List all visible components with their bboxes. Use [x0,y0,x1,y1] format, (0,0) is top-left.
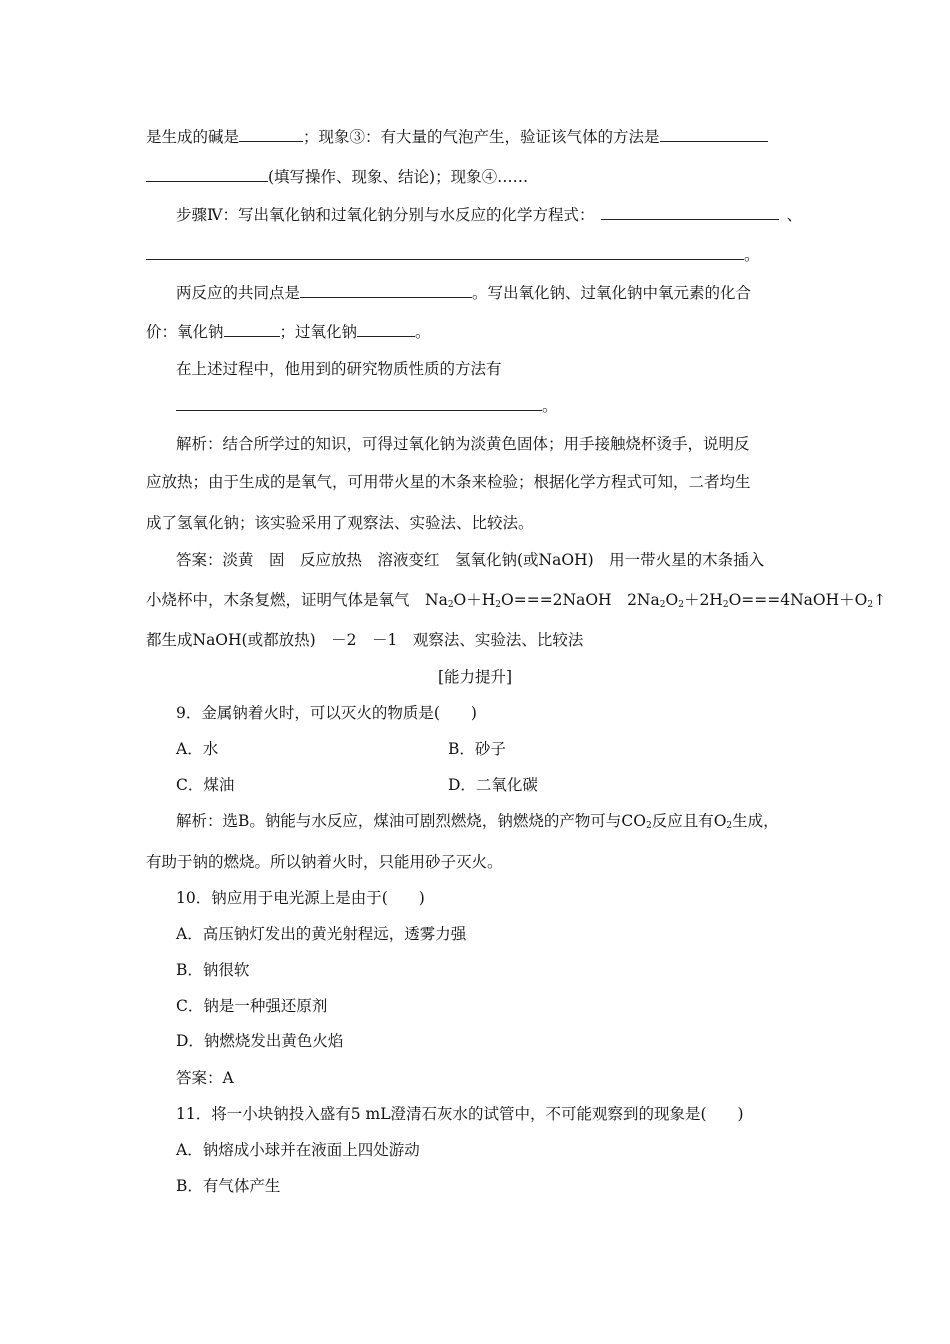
subscript: 2 [726,821,733,831]
text-line [176,359,502,379]
text: O===4NaOH＋O [728,591,868,609]
option-a [176,1140,420,1160]
text-line [176,550,764,570]
answer-blank [300,283,472,298]
text: A．高压钠灯发出的黄光射程远，透雾力强 [176,925,467,943]
answer-blank [239,127,303,142]
text-line [146,245,760,265]
option-d: D．二氧化碳 [448,776,538,794]
option-d [176,1031,343,1051]
text: D．钠燃烧发出黄色火焰 [176,1032,344,1050]
subscript: 2 [495,600,502,610]
option-row [176,739,776,759]
text: ；过氧化钠 [279,323,358,341]
text-line [176,205,802,225]
text: 在上述过程中，他用到的研究物质性质的方法有 [176,360,502,378]
text-line [146,472,751,492]
text: (填写操作、现象、结论)；现象④…… [268,168,529,186]
text-line [146,513,534,533]
text: 10．钠应用于电光源上是由于( ) [176,889,425,907]
text: ；现象③：有大量的气泡产生，验证该气体的方法是 [303,128,660,146]
option-a: A．水 [176,740,219,758]
text: C．钠是一种强还原剂 [176,997,328,1015]
text-line [146,167,528,187]
section-heading [0,667,950,687]
option-row [176,775,776,795]
text: B．钠很软 [176,961,250,979]
text-line [176,434,750,454]
subscript: 2 [645,821,652,831]
answer-blank [601,205,779,220]
text: ＋2H [683,591,723,609]
text: 11．将一小块钠投入盛有5 mL澄清石灰水的试管中，不可能观察到的现象是( ) [176,1105,744,1123]
text-line [146,127,768,147]
answer-blank [660,127,768,142]
text: 反应且有O [651,812,727,830]
question-stem [176,1104,744,1124]
text: 。 [744,246,760,264]
option-b [176,960,249,980]
text: 答案：淡黄 固 反应放热 溶液变红 氢氧化钠(或NaOH) 用一带火星的木条插入 [176,551,765,569]
text: 小烧杯中，木条复燃，证明气体是氧气 Na [146,591,448,609]
text: O===2NaOH 2Na [501,591,660,609]
answer-blank [146,167,268,182]
text: O＋H [453,591,496,609]
text-line [176,811,779,831]
text: 成了氢氧化钠；该实验采用了观察法、实验法、比较法。 [146,514,534,532]
text: 是生成的碱是 [146,128,240,146]
answer-blank [176,396,542,411]
answer-blank [357,322,415,337]
text: [能力提升] [437,668,513,686]
text-line [176,283,751,303]
text: 两反应的共同点是 [176,284,301,302]
text: 。 [542,397,558,415]
option-b: B．砂子 [448,740,506,758]
answer-blank [146,245,744,260]
text-line [146,852,503,872]
text: 9．金属钠着火时，可以灭火的物质是( ) [176,704,477,722]
question-stem [176,703,477,723]
text: 答案：A [176,1069,234,1087]
text-line [146,322,431,342]
text: O [665,591,679,609]
question-stem [176,888,425,908]
subscript: 2 [447,600,454,610]
text: 解析：选B。钠能与水反应，煤油可剧烈燃烧，钠燃烧的产物可与CO [176,812,646,830]
answer-blank [224,322,280,337]
answer-line [176,1068,234,1088]
text: ↑ [873,591,887,609]
subscript: 2 [678,600,684,610]
option-c [176,996,327,1016]
option-b [176,1176,280,1196]
text: 解析：结合所学过的知识，可得过氧化钠为淡黄色固体；用手接触烧杯烫手，说明反 [176,435,750,453]
text-line [176,396,558,416]
text: 有助于钠的燃烧。所以钠着火时，只能用砂子灭火。 [146,853,503,871]
subscript: 2 [722,600,729,610]
text: 应放热；由于生成的是氧气，可用带火星的木条来检验；根据化学方程式可知，二者均生 [146,473,751,491]
text: 步骤Ⅳ：写出氧化钠和过氧化钠分别与水反应的化学方程式： [176,206,595,224]
option-c: C．煤油 [176,776,235,794]
text: B．有气体产生 [176,1177,281,1195]
text: 价：氧化钠 [146,323,224,341]
text: 生成， [732,812,779,830]
text: 都生成NaOH(或都放热) －2 －1 观察法、实验法、比较法 [146,631,584,649]
option-a [176,924,466,944]
text: 。 [415,323,431,341]
text-line [146,630,583,650]
text-line [146,590,886,610]
subscript: 2 [867,600,874,610]
text: A．钠熔成小球并在液面上四处游动 [176,1141,420,1159]
text: 。写出氧化钠、过氧化钠中氧元素的化合 [472,284,752,302]
subscript: 2 [659,600,666,610]
text: 、 [786,206,803,224]
